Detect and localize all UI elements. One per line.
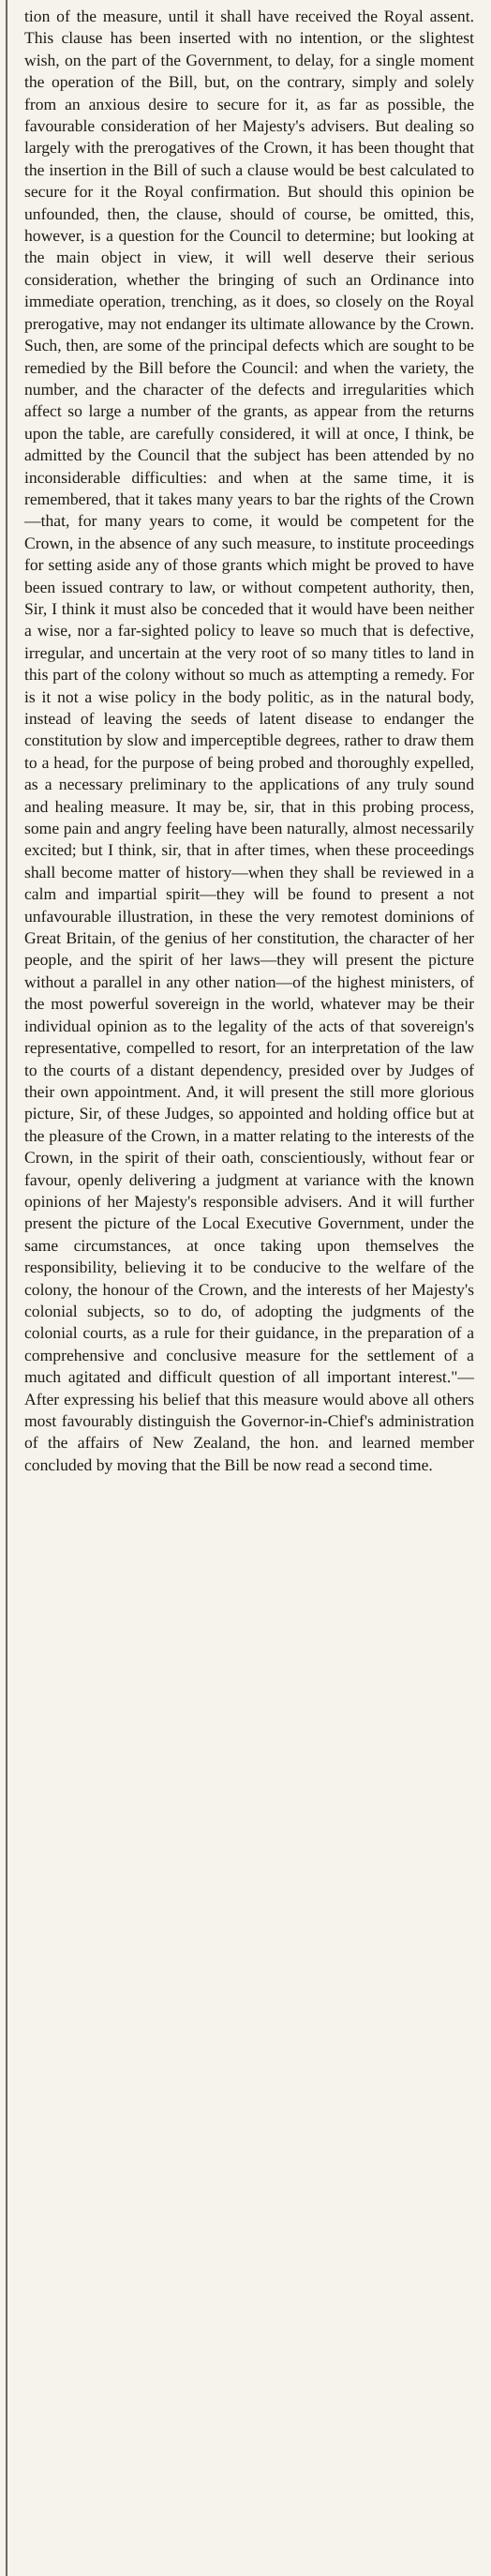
article-column: tion of the measure, until it shall have received the Royal assent. This clause has been inserted with no intention, or the slightest wish, on the part of the Government, to delay, for a single moment the operation of the Bill, but, on the contrary, simply and solely from an anxious desire to secure for it, as far as possible, the favourable consideration of her Majesty's advisers. But dealing so largely with the prerogatives of the Crown, it has been thought that the insertion in the Bill of such a clause would be best calculated to secure for it the Royal confirmation. But should this opinion be unfounded, then, the clause, should of course, be omitted, this, however, is a question for the Council to determine; but looking at the main object in view, it will well deserve their serious consideration, whether the bringing of such an Ordinance into immediate operation, trenching, as it does, so closely on the Royal prerogative, may not endanger its ultimate allowance by the Crown. Such, then, are some of the principal defects which are sought to be remedied by the Bill before the Council: and when the variety, the number, and the character of the defects and irregularities which affect so large a number of the grants, as appear from the returns upon the table, are carefully considered, it will at once, I think, be admitted by the Council that the subject has been attended by no inconsiderable difficulties: and when at the same time, it is remembered, that it takes many years to bar the rights of the Crown—that, for many years to come, it would be competent for the Crown, in the absence of any such measure, to institute proceedings for setting aside any of those grants which might be proved to have been issued contrary to law, or without competent authority, then, Sir, I think it must also be conceded that it would have been neither a wise, nor a far-sighted policy to leave so much that is defective, irregular, and uncertain at the very root of so many titles to land in this part of the colony without so much as attempting a remedy. For is it not a wise policy in the body politic, as in the natural body, instead of leaving the seeds of latent disease to endanger the constitution by slow and imperceptible degrees, rather to draw them to a head, for the purpose of being probed and thoroughly expelled, as a necessary preliminary to the applications of any truly sound and healing measure. It may be, sir, that in this probing process, some pain and angry feeling have been naturally, almost necessarily excited; but I think, sir, that in after times, when these proceedings shall become matter of history—when they shall be reviewed in a calm and impartial spirit—they will be found to present a not unfavourable illustration, in these the very remotest dominions of Great Britain, of the genius of her constitution, the character of her people, and the spirit of her laws—they will present the picture without a parallel in any other nation—of the highest ministers, of the most powerful sovereign in the world, whatever may be their individual opinion as to the legality of the acts of that sovereign's representative, compelled to resort, for an interpretation of the law to the courts of a distant dependency, presided over by Judges of their own appointment. And, it will present the still more glorious picture, Sir, of these Judges, so appointed and holding office but at the pleasure of the Crown, in a matter relating to the interests of the Crown, in the spirit of their oath, conscientiously, without fear or favour, openly delivering a judgment at variance with the known opinions of her Majesty's responsible advisers. And it will further present the picture of the Local Executive Government, under the same circumstances, at once taking upon themselves the responsibility, believing it to be conducive to the welfare of the colony, the honour of the Crown, and the interests of her Majesty's colonial subjects, so to do, of adopting the judgments of the colonial courts, as a rule for their guidance, in the preparation of a comprehensive and conclusive measure for the settlement of a much agitated and difficult question of all important interest."—After expressing his belief that this measure would above all others most favourably distinguish the Governor-in-Chief's administration of the affairs of New Zealand, the hon. and learned member concluded by moving that the Bill be now read a second time. [24, 7, 474, 1474]
column-divider [6, 0, 7, 2576]
